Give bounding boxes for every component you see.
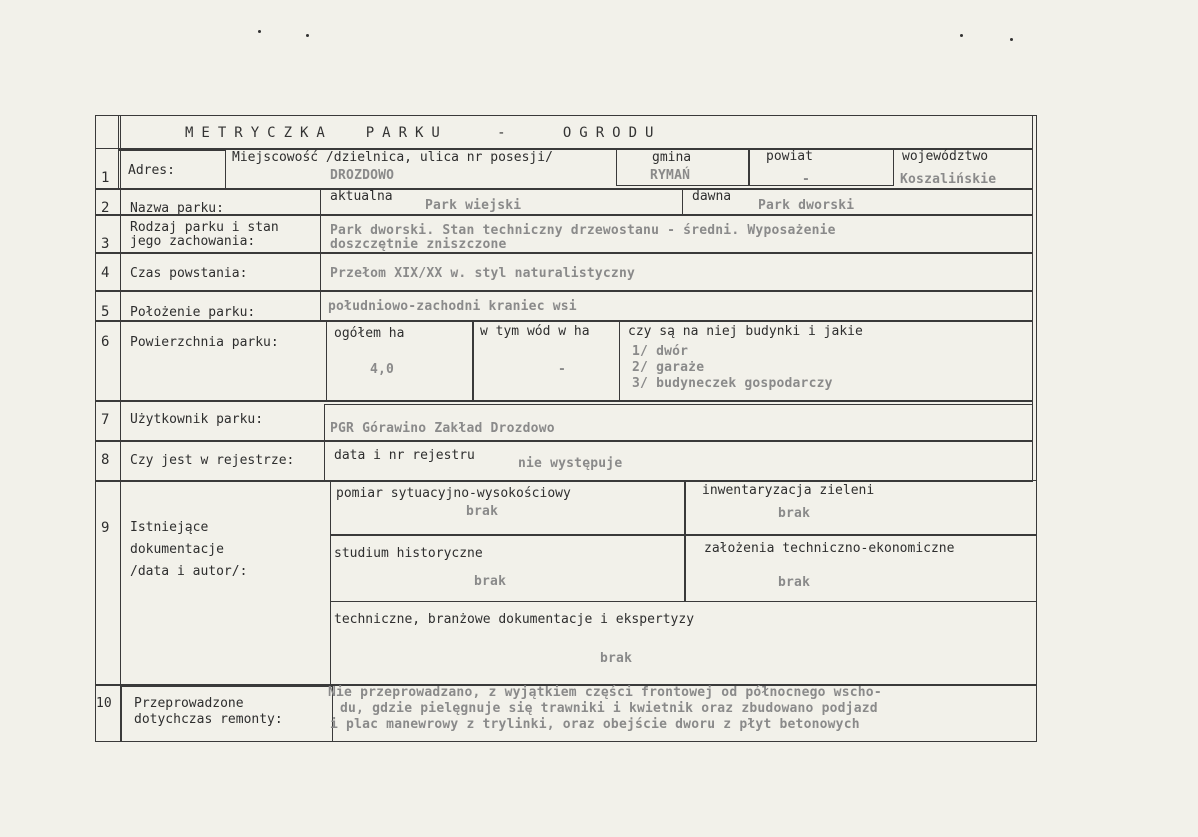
tech-econ-label: założenia techniczno-ekonomiczne [704, 541, 955, 556]
origin-value: Przełom XIX/XX w. styl naturalistyczny [330, 266, 636, 281]
water-area-label: w tym wód w ha [480, 324, 590, 339]
register-number-label: data i nr rejestru [334, 448, 475, 463]
powiat-label: powiat [766, 149, 813, 164]
user-value: PGR Górawino Zakład Drozdowo [330, 421, 555, 436]
water-area-value: - [558, 362, 567, 377]
former-name-label: dawna [692, 189, 732, 204]
origin-label: Czas powstania: [130, 266, 248, 281]
expertise-value: brak [600, 651, 633, 666]
building-item: 1/ dwór [632, 344, 689, 359]
repairs-value-3: i plac manewrowy z trylinki, oraz obejście dworu z płyt betonowych [330, 717, 860, 732]
history-study-label: studium historyczne [334, 546, 483, 561]
row-number: 9 [101, 520, 110, 536]
register-label: Czy jest w rejestrze: [130, 453, 295, 468]
locality-label: Miejscowość /dzielnica, ulica nr posesji/ [232, 150, 553, 165]
park-name-label: Nazwa parku: [130, 201, 224, 216]
survey-value: brak [466, 504, 499, 519]
row-number: 6 [101, 334, 110, 350]
documentation-label-3: /data i autor/: [130, 564, 248, 579]
area-label: Powierzchnia parku: [130, 335, 279, 350]
repairs-value: Nie przeprowadzano, z wyjątkiem części frontowej od północnego wscho- [328, 685, 882, 700]
row-number: 3 [101, 236, 110, 252]
current-name-label: aktualna [330, 189, 393, 204]
current-name-value: Park wiejski [425, 198, 522, 213]
voivodeship-label: województwo [902, 149, 989, 164]
expertise-label: techniczne, branżowe dokumentacje i ekspertyzy [334, 612, 695, 627]
row-number: 2 [101, 200, 110, 216]
repairs-value-2: du, gdzie pielęgnuje się trawniki i kwietnik oraz zbudowano podjazd [340, 701, 878, 716]
total-area-label: ogółem ha [334, 326, 405, 341]
address-label: Adres: [128, 163, 175, 178]
row-number: 10 [96, 696, 112, 711]
row-number: 4 [101, 265, 110, 281]
building-item: 2/ garaże [632, 360, 705, 375]
documentation-label: Istniejące [130, 520, 209, 535]
former-name-value: Park dworski [758, 198, 855, 213]
park-type-label: Rodzaj parku i stan [130, 220, 279, 235]
location-value: południowo-zachodni kraniec wsi [328, 299, 577, 314]
park-type-value: Park dworski. Stan techniczny drzewostanu - średni. Wyposażenie [330, 223, 836, 238]
location-label: Położenie parku: [130, 305, 256, 320]
history-study-value: brak [474, 574, 507, 589]
locality-value: DROZDOWO [330, 168, 395, 183]
form-title: METRYCZKA PARKU - OGRODU [185, 125, 662, 141]
building-item: 3/ budyneczek gospodarczy [632, 376, 833, 391]
inventory-label: inwentaryzacja zieleni [702, 483, 875, 498]
park-type-label-2: jego zachowania: [130, 234, 256, 249]
inventory-value: brak [778, 506, 811, 521]
survey-label: pomiar sytuacyjno-wysokościowy [336, 486, 571, 501]
repairs-label-2: dotychczas remonty: [134, 712, 283, 727]
repairs-label: Przeprowadzone [134, 696, 244, 711]
row-number: 5 [101, 304, 110, 320]
row-9-history-cell [330, 534, 686, 602]
park-type-value-2: doszczętnie zniszczone [330, 237, 507, 252]
gmina-value: RYMAŃ [650, 168, 691, 183]
row-2-former-cell [682, 188, 1033, 216]
powiat-value: - [802, 172, 811, 187]
gmina-label: gmina [652, 150, 692, 165]
tech-econ-value: brak [778, 575, 811, 590]
row-number: 8 [101, 452, 110, 468]
total-area-value: 4,0 [370, 362, 395, 377]
buildings-label: czy są na niej budynki i jakie [628, 324, 863, 339]
register-value: nie występuje [518, 456, 623, 471]
documentation-label-2: dokumentacje [130, 542, 224, 557]
row-number: 1 [101, 170, 110, 186]
user-label: Użytkownik parku: [130, 412, 264, 427]
row-number: 7 [101, 412, 110, 428]
voivodeship-value: Koszalińskie [900, 172, 997, 187]
